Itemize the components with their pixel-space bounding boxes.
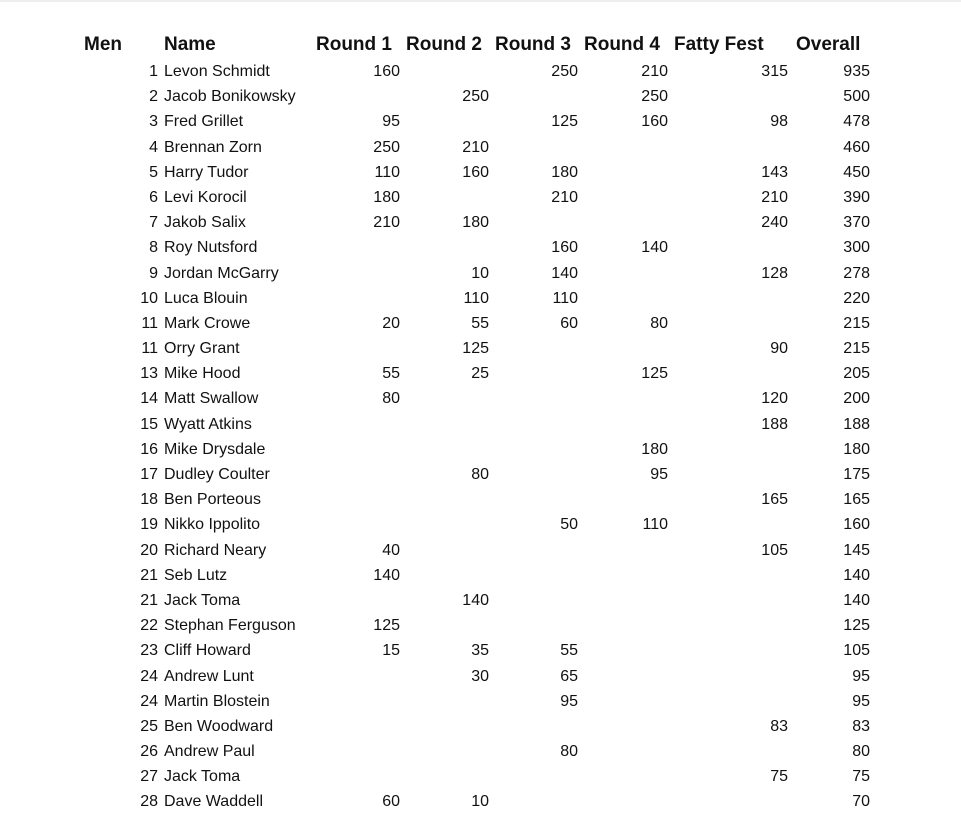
rank-cell: 21 xyxy=(140,566,158,584)
table-row xyxy=(0,566,961,591)
table-row xyxy=(0,87,961,112)
rank-cell: 11 xyxy=(141,340,158,358)
round-2-cell: 140 xyxy=(462,591,489,609)
rank-cell: 5 xyxy=(149,163,158,181)
standings-table xyxy=(0,34,961,816)
round-1-cell: 125 xyxy=(373,617,400,635)
rank-cell: 25 xyxy=(140,717,158,735)
overall-cell: 278 xyxy=(843,264,870,282)
header-fatty-fest: Fatty Fest xyxy=(674,34,764,55)
round-3-cell: 65 xyxy=(560,667,578,685)
round-2-cell: 160 xyxy=(462,163,489,181)
name-cell: Andrew Paul xyxy=(164,743,255,761)
header-men: Men xyxy=(84,34,122,55)
table-row xyxy=(0,641,961,666)
round-4-cell: 80 xyxy=(650,314,668,332)
table-row xyxy=(0,541,961,566)
round-3-cell: 55 xyxy=(560,642,578,660)
table-row xyxy=(0,289,961,314)
table-row xyxy=(0,616,961,641)
top-border xyxy=(0,0,961,2)
name-cell: Cliff Howard xyxy=(164,642,251,660)
round-2-cell: 210 xyxy=(462,138,489,156)
table-row xyxy=(0,767,961,792)
fatty-fest-cell: 188 xyxy=(761,415,788,433)
table-row xyxy=(0,314,961,339)
name-cell: Dudley Coulter xyxy=(164,466,270,483)
overall-cell: 478 xyxy=(843,113,870,131)
table-body xyxy=(0,62,961,818)
round-1-cell: 250 xyxy=(373,138,400,156)
header-round-3: Round 3 xyxy=(495,34,571,55)
table-row xyxy=(0,515,961,540)
round-3-cell: 125 xyxy=(551,113,578,131)
name-cell: Levi Korocil xyxy=(164,188,247,206)
overall-cell: 180 xyxy=(843,440,870,458)
name-cell: Jacob Bonikowsky xyxy=(164,88,296,106)
table-row xyxy=(0,264,961,289)
round-1-cell: 40 xyxy=(382,541,400,559)
round-2-cell: 110 xyxy=(463,289,489,307)
header-row xyxy=(0,34,961,60)
table-row xyxy=(0,667,961,692)
name-cell: Brennan Zorn xyxy=(164,138,262,156)
name-cell: Andrew Lunt xyxy=(164,667,254,685)
round-2-cell: 30 xyxy=(471,667,489,685)
round-1-cell: 140 xyxy=(373,566,400,584)
table-row xyxy=(0,339,961,364)
table-row xyxy=(0,692,961,717)
overall-cell: 140 xyxy=(843,591,870,609)
round-1-cell: 180 xyxy=(373,188,400,206)
rank-cell: 22 xyxy=(140,617,158,635)
round-4-cell: 160 xyxy=(641,113,668,131)
round-3-cell: 95 xyxy=(560,692,578,710)
name-cell: Matt Swallow xyxy=(164,390,259,408)
name-cell: Mike Hood xyxy=(164,365,241,383)
round-1-cell: 110 xyxy=(374,163,400,181)
overall-cell: 200 xyxy=(843,390,870,408)
round-4-cell: 250 xyxy=(641,88,668,106)
rank-cell: 11 xyxy=(141,314,158,332)
round-2-cell: 25 xyxy=(471,365,489,383)
header-round-1: Round 1 xyxy=(316,34,392,55)
name-cell: Roy Nutsford xyxy=(164,239,258,257)
overall-cell: 165 xyxy=(843,491,870,509)
name-cell: Martin Blostein xyxy=(164,692,270,710)
rank-cell: 4 xyxy=(149,138,158,156)
overall-cell: 95 xyxy=(852,667,870,685)
overall-cell: 80 xyxy=(852,743,870,761)
round-1-cell: 160 xyxy=(373,63,400,80)
round-2-cell: 250 xyxy=(462,88,489,106)
fatty-fest-cell: 120 xyxy=(761,390,788,408)
name-cell: Fred Grillet xyxy=(164,113,244,131)
round-2-cell: 10 xyxy=(471,793,489,811)
table-row xyxy=(0,389,961,414)
table-row xyxy=(0,62,961,87)
table-row xyxy=(0,591,961,616)
round-2-cell: 10 xyxy=(471,264,489,282)
name-cell: Jakob Salix xyxy=(164,214,246,232)
name-cell: Mike Drysdale xyxy=(164,440,266,458)
header-name: Name xyxy=(164,34,216,55)
rank-cell: 20 xyxy=(140,541,158,559)
overall-cell: 70 xyxy=(852,793,870,811)
round-4-cell: 110 xyxy=(642,516,668,534)
rank-cell: 7 xyxy=(149,214,158,232)
overall-cell: 175 xyxy=(843,466,870,483)
rank-cell: 24 xyxy=(140,667,158,685)
fatty-fest-cell: 315 xyxy=(761,63,788,80)
name-cell: Richard Neary xyxy=(164,541,267,559)
overall-cell: 105 xyxy=(843,642,870,660)
table-row xyxy=(0,792,961,817)
fatty-fest-cell: 240 xyxy=(761,214,788,232)
table-row xyxy=(0,490,961,515)
fatty-fest-cell: 75 xyxy=(770,768,788,786)
overall-cell: 125 xyxy=(843,617,870,635)
round-1-cell: 55 xyxy=(382,365,400,383)
name-cell: Stephan Ferguson xyxy=(164,617,296,635)
name-cell: Mark Crowe xyxy=(164,314,251,332)
overall-cell: 220 xyxy=(843,289,870,307)
rank-cell: 26 xyxy=(140,743,158,761)
round-3-cell: 80 xyxy=(560,743,578,761)
table-row xyxy=(0,138,961,163)
round-1-cell: 210 xyxy=(373,214,400,232)
overall-cell: 75 xyxy=(852,768,870,786)
name-cell: Dave Waddell xyxy=(164,793,264,811)
table-row xyxy=(0,238,961,263)
rank-cell: 27 xyxy=(140,768,158,786)
round-3-cell: 60 xyxy=(560,314,578,332)
rank-cell: 23 xyxy=(140,642,158,660)
round-3-cell: 50 xyxy=(560,516,578,534)
rank-cell: 1 xyxy=(149,63,158,80)
name-cell: Levon Schmidt xyxy=(164,63,270,80)
fatty-fest-cell: 165 xyxy=(761,491,788,509)
rank-cell: 3 xyxy=(149,113,158,131)
fatty-fest-cell: 210 xyxy=(761,188,788,206)
table-row xyxy=(0,742,961,767)
header-round-4: Round 4 xyxy=(584,34,660,55)
overall-cell: 390 xyxy=(843,188,870,206)
overall-cell: 145 xyxy=(843,541,870,559)
rank-cell: 6 xyxy=(149,188,158,206)
overall-cell: 500 xyxy=(843,88,870,106)
round-1-cell: 15 xyxy=(382,642,400,660)
rank-cell: 17 xyxy=(140,466,158,483)
round-3-cell: 210 xyxy=(551,188,578,206)
overall-cell: 140 xyxy=(843,566,870,584)
overall-cell: 370 xyxy=(843,214,870,232)
header-overall: Overall xyxy=(796,34,861,55)
rank-cell: 13 xyxy=(140,365,158,383)
rank-cell: 15 xyxy=(140,415,158,433)
header-round-2: Round 2 xyxy=(406,34,482,55)
table-row xyxy=(0,364,961,389)
overall-cell: 188 xyxy=(843,415,870,433)
overall-cell: 215 xyxy=(843,340,870,358)
rank-cell: 19 xyxy=(140,516,158,534)
name-cell: Nikko Ippolito xyxy=(164,516,261,534)
rank-cell: 18 xyxy=(140,491,158,509)
overall-cell: 450 xyxy=(843,163,870,181)
overall-cell: 95 xyxy=(852,692,870,710)
name-cell: Jack Toma xyxy=(164,591,241,609)
name-cell: Luca Blouin xyxy=(164,289,248,307)
round-3-cell: 160 xyxy=(551,239,578,257)
rank-cell: 24 xyxy=(140,692,158,710)
round-4-cell: 95 xyxy=(650,466,668,483)
name-cell: Wyatt Atkins xyxy=(164,415,252,433)
rank-cell: 9 xyxy=(149,264,158,282)
overall-cell: 935 xyxy=(843,63,870,80)
round-4-cell: 210 xyxy=(641,63,668,80)
rank-cell: 2 xyxy=(149,88,158,106)
rank-cell: 16 xyxy=(140,440,158,458)
rank-cell: 8 xyxy=(149,239,158,257)
name-cell: Ben Porteous xyxy=(164,491,261,509)
rank-cell: 14 xyxy=(140,390,158,408)
name-cell: Seb Lutz xyxy=(164,566,228,584)
table-row xyxy=(0,213,961,238)
round-2-cell: 35 xyxy=(471,642,489,660)
table-row xyxy=(0,415,961,440)
table-row xyxy=(0,717,961,742)
round-3-cell: 110 xyxy=(552,289,578,307)
round-1-cell: 80 xyxy=(382,390,400,408)
fatty-fest-cell: 83 xyxy=(770,717,788,735)
table-row xyxy=(0,163,961,188)
round-4-cell: 125 xyxy=(641,365,668,383)
round-3-cell: 140 xyxy=(551,264,578,282)
fatty-fest-cell: 128 xyxy=(761,264,788,282)
round-2-cell: 80 xyxy=(471,466,489,483)
round-2-cell: 125 xyxy=(462,340,489,358)
name-cell: Jordan McGarry xyxy=(164,264,279,282)
overall-cell: 215 xyxy=(843,314,870,332)
name-cell: Jack Toma xyxy=(164,768,241,786)
rank-cell: 10 xyxy=(140,289,158,307)
name-cell: Harry Tudor xyxy=(164,163,249,181)
overall-cell: 83 xyxy=(852,717,870,735)
fatty-fest-cell: 105 xyxy=(761,541,788,559)
table-row xyxy=(0,440,961,465)
round-3-cell: 180 xyxy=(551,163,578,181)
round-1-cell: 20 xyxy=(382,314,400,332)
round-2-cell: 55 xyxy=(471,314,489,332)
name-cell: Ben Woodward xyxy=(164,717,274,735)
fatty-fest-cell: 90 xyxy=(770,340,788,358)
overall-cell: 300 xyxy=(843,239,870,257)
overall-cell: 205 xyxy=(843,365,870,383)
round-4-cell: 180 xyxy=(641,440,668,458)
table-row xyxy=(0,188,961,213)
round-1-cell: 95 xyxy=(382,113,400,131)
round-4-cell: 140 xyxy=(641,239,668,257)
rank-cell: 28 xyxy=(140,793,158,811)
overall-cell: 460 xyxy=(843,138,870,156)
overall-cell: 160 xyxy=(843,516,870,534)
round-3-cell: 250 xyxy=(551,63,578,80)
table-row xyxy=(0,465,961,490)
table-row xyxy=(0,112,961,137)
rank-cell: 21 xyxy=(140,591,158,609)
fatty-fest-cell: 98 xyxy=(770,113,788,131)
fatty-fest-cell: 143 xyxy=(761,163,788,181)
round-1-cell: 60 xyxy=(382,793,400,811)
name-cell: Orry Grant xyxy=(164,340,240,358)
round-2-cell: 180 xyxy=(462,214,489,232)
